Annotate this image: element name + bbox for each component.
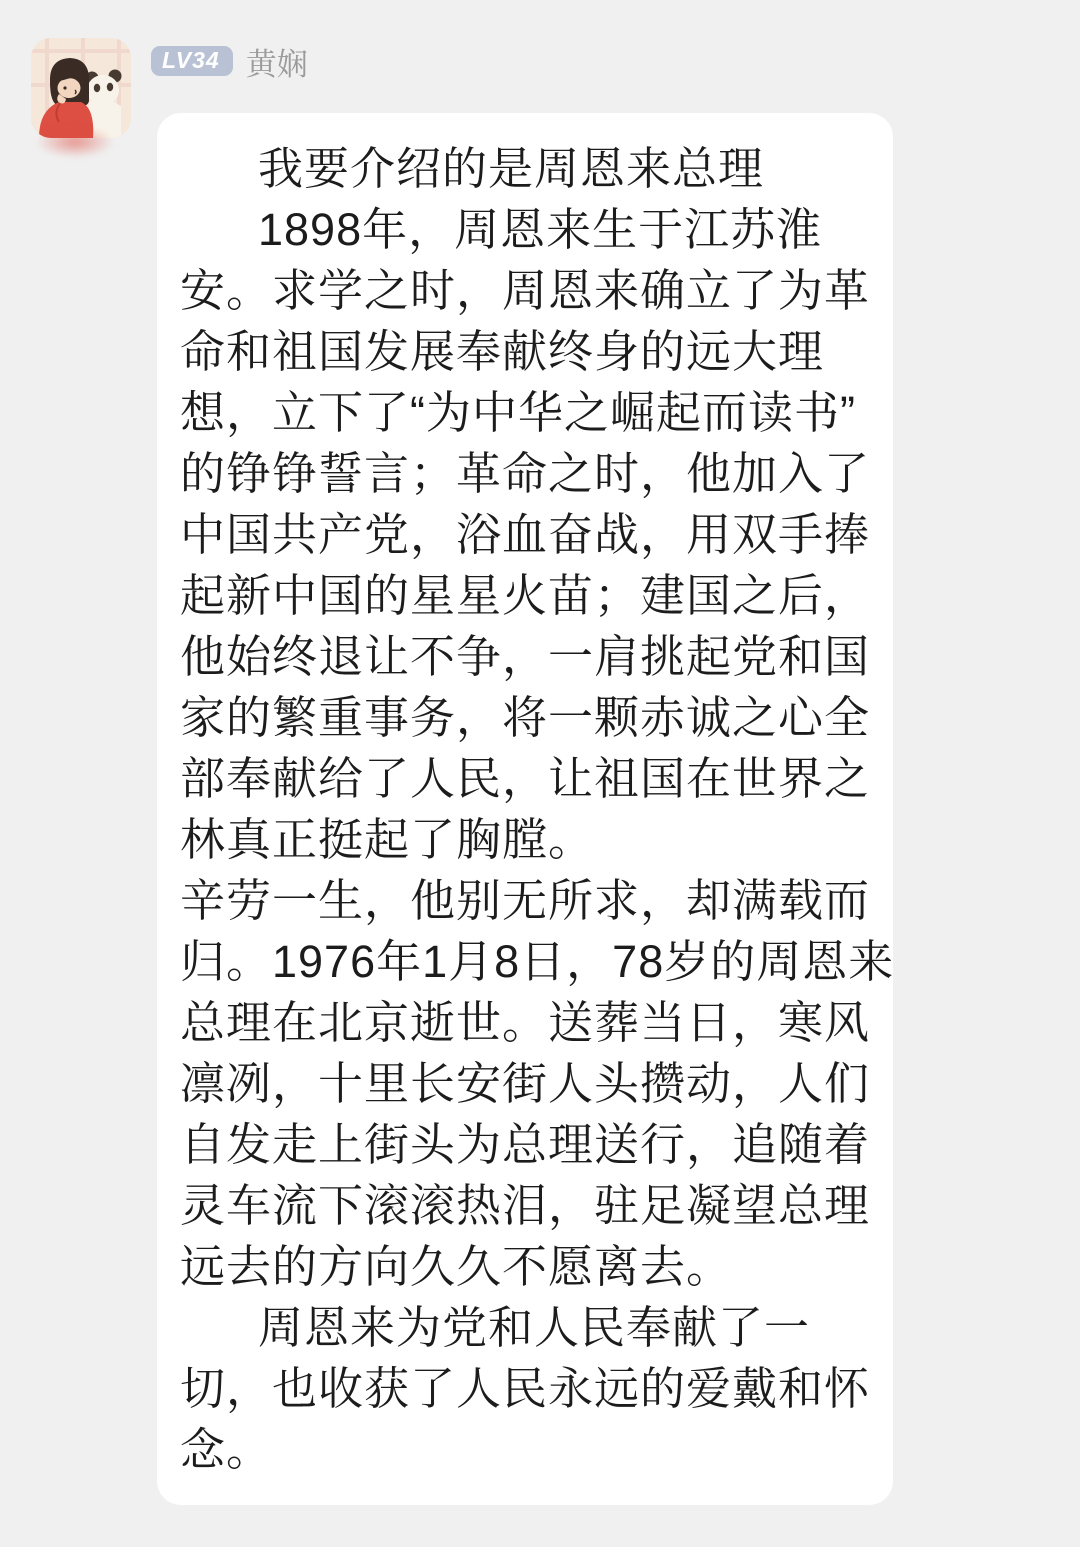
message-bubble[interactable] [157, 113, 893, 1505]
message-line: 我要介绍的是周恩来总理 [258, 143, 765, 194]
sender-info [151, 44, 308, 82]
avatar-illustration [31, 38, 131, 138]
level-badge: LV34 [151, 46, 233, 76]
message-line: 1898年，周恩来生于江苏淮 [258, 204, 823, 255]
message-line: 安。求学之时，周恩来确立了为革 [180, 265, 871, 316]
message-line: 凛冽，十里长安街人头攒动，人们 [180, 1058, 871, 1109]
message-line: 远去的方向久久不愿离去。 [180, 1241, 733, 1292]
message-line: 周恩来为党和人民奉献了一 [258, 1302, 811, 1353]
message-line: 想，立下了“为中华之崛起而读书” [180, 387, 856, 438]
message-line: 起新中国的星星火苗；建国之后， [180, 570, 871, 621]
message-line: 部奉献给了人民，让祖国在世界之 [180, 753, 871, 804]
message-line: 自发走上街头为总理送行，追随着 [180, 1119, 871, 1170]
message-line: 总理在北京逝世。送葬当日，寒风 [180, 997, 871, 1048]
message-line: 的铮铮誓言；革命之时，他加入了 [180, 448, 871, 499]
message-line: 家的繁重事务，将一颗赤诚之心全 [180, 692, 871, 743]
sender-nickname: 黄娴 [245, 46, 308, 82]
message-line: 灵车流下滚滚热泪，驻足凝望总理 [180, 1180, 871, 1231]
message-line: 归。1976年1月8日，78岁的周恩来 [180, 936, 895, 987]
message-line: 辛劳一生，他别无所求，却满载而 [180, 875, 871, 926]
avatar[interactable] [31, 38, 131, 138]
message-line: 他始终退让不争，一肩挑起党和国 [180, 631, 871, 682]
message-line: 命和祖国发展奉献终身的远大理 [180, 326, 825, 377]
message-line: 念。 [180, 1424, 273, 1475]
message-line: 林真正挺起了胸膛。 [180, 814, 595, 865]
message-line: 中国共产党，浴血奋战，用双手捧 [180, 509, 871, 560]
message-line: 切，也收获了人民永远的爱戴和怀 [180, 1363, 871, 1414]
message-text [180, 138, 895, 1480]
